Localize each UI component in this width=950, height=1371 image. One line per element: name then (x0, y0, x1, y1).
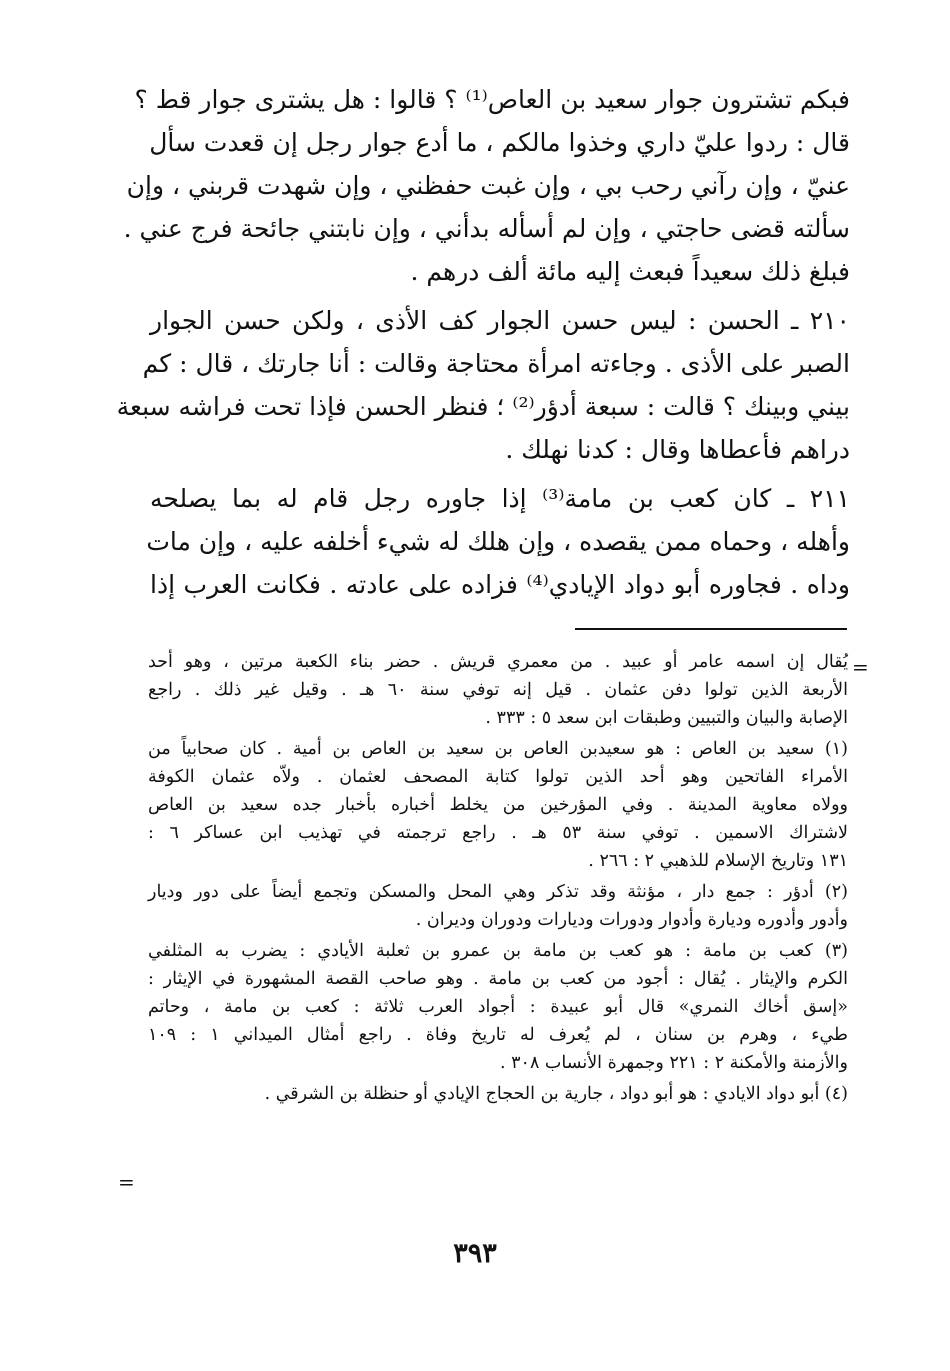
continuation-mark-top: = (852, 655, 869, 679)
footnote-1 (148, 735, 848, 875)
footnotes (148, 648, 848, 1108)
footnote-carryover (148, 648, 848, 732)
continuation-mark-bottom: = (118, 1170, 135, 1194)
paragraph-210-hasan (116, 299, 850, 471)
footnote-separator (575, 628, 847, 630)
text-line: ٢١٠ ـ الحسن : ليس حسن الجوار كف الأذى ، ولكن حسن الجوار (150, 306, 850, 335)
footnote-line: (٤) أبو دواد الايادي : هو أبو دواد ، جارية بن الحجاج الإيادي أو حنظلة بن الشرقي . (264, 1084, 848, 1104)
footnote-line: (١) سعيد بن العاص : هو سعيدبن العاص بن سعيد بن العاص بن أمية . كان صحابياً من (148, 739, 848, 759)
paragraph-211-kaab (146, 477, 850, 606)
footnote-line: ١٣١ وتاريخ الإسلام للذهبي ٢ : ٢٦٦ . (588, 851, 848, 871)
footnote-line: يُقال إن اسمه عامر أو عبيد . من معمري قريش . حضر بناء الكعبة مرتين ، وهو أحد (148, 652, 848, 672)
footnote-line: «إسق أخاك النمري» قال أبو عبيدة : أجواد العرب ثلاثة : كعب بن مامة ، وحاتم (148, 997, 848, 1017)
footnote-line: الأربعة الذين تولوا دفن عثمان . قيل إنه توفي سنة ٦٠ هـ . وقيل غير ذلك . راجع (148, 680, 848, 700)
footnote-line: الأمراء الفاتحين وهو أحد الذين تولوا كتابة المصحف لعثمان . ولاّه عثمان الكوفة (148, 767, 848, 787)
footnote-line: وولاه معاوية المدينة . وفي المؤرخين من يخلط أخباره بأخبار جده سعيد بن العاص (148, 795, 848, 815)
main-text (116, 78, 850, 606)
footnote-line: وأدور وأدوره وديارة وأدوار ودورات وديارات ودوران وديران . (415, 910, 848, 930)
footnote-line: لاشتراك الاسمين . توفي سنة ٥٣ هـ . راجع ترجمته في تهذيب ابن عساكر ٦ : (148, 823, 848, 843)
text-line: وأهله ، وحماه ممن يقصده ، وإن هلك له شيء أخلفه عليه ، وإن مات (146, 527, 850, 556)
text-line: قال : ردوا عليّ داري وخذوا مالكم ، ما أدع جوار رجل إن قعدت سأل (149, 128, 850, 157)
text-line: ٢١١ ـ كان كعب بن مامة⁽³⁾ إذا جاوره رجل قام له بما يصلحه (150, 484, 850, 513)
footnote-line: الكرم والإيثار . يُقال : أجود من كعب بن مامة . وهو صاحب القصة المشهورة في الإيثار : (148, 969, 848, 989)
footnote-line: (٢) أدؤر : جمع دار ، مؤنثة وقد تذكر وهي المحل والمسكن وتجمع أيضاً على دور وديار (148, 882, 848, 902)
page-number: ٣٩٣ (453, 1238, 497, 1269)
footnote-line: الإصابة والبيان والتبيين وطبقات ابن سعد ٥ : ٣٣٣ . (485, 708, 848, 728)
footnote-4 (148, 1080, 848, 1108)
text-line: بيني وبينك ؟ قالت : سبعة أدؤر⁽²⁾ ؛ فنظر الحسن فإذا تحت فراشه سبعة (116, 392, 850, 421)
footnote-line: والأزمنة والأمكنة ٢ : ٢٢١ وجمهرة الأنساب ٣٠٨ . (500, 1053, 848, 1073)
paragraph-jiwar-said (123, 78, 850, 293)
text-line: الصبر على الأذى . وجاءته امرأة محتاجة وقالت : أنا جارتك ، قال : كم (142, 349, 850, 378)
text-line: وداه . فجاوره أبو دواد الإيادي⁽⁴⁾ فزاده على عادته . فكانت العرب إذا (150, 570, 850, 599)
text-line: دراهم فأعطاها وقال : كدنا نهلك . (505, 435, 850, 464)
footnote-2 (148, 878, 848, 934)
text-line: فبكم تشترون جوار سعيد بن العاص⁽¹⁾ ؟ قالوا : هل يشترى جوار قط ؟ (134, 85, 850, 114)
text-line: فبلغ ذلك سعيداً فبعث إليه مائة ألف درهم . (410, 257, 850, 286)
text-line: عنيّ ، وإن رآني رحب بي ، وإن غبت حفظني ، وإن شهدت قربني ، وإن (126, 171, 850, 200)
footnote-3 (148, 937, 848, 1077)
text-line: سألته قضى حاجتي ، وإن لم أسأله بدأني ، وإن نابتني جائحة فرج عني . (123, 214, 850, 243)
footnote-line: طيء ، وهرم بن سنان ، لم يُعرف له تاريخ وفاة . راجع أمثال الميداني ١ : ١٠٩ (148, 1025, 848, 1045)
footnote-line: (٣) كعب بن مامة : هو كعب بن مامة بن عمرو بن ثعلبة الأيادي : يضرب به المثلفي (148, 941, 848, 961)
